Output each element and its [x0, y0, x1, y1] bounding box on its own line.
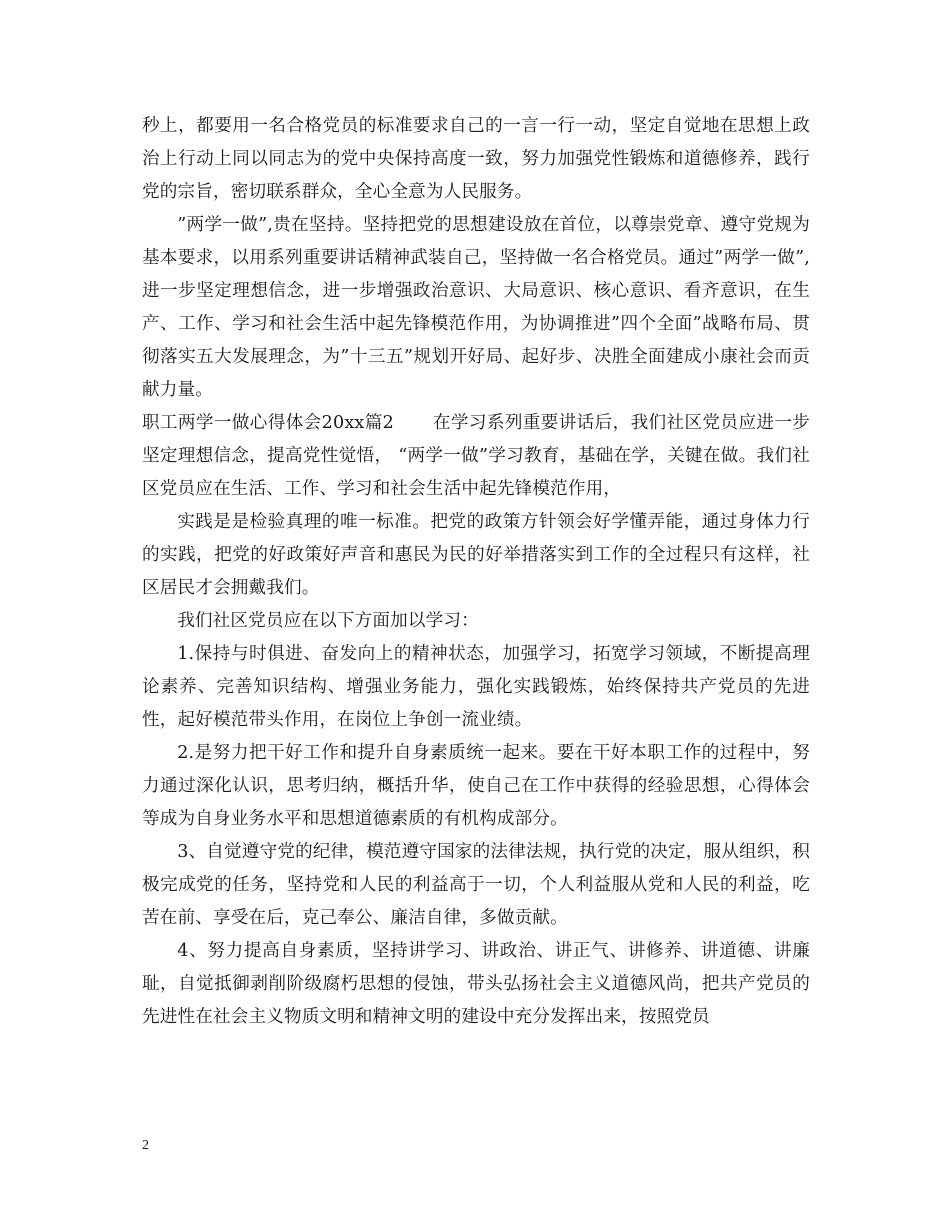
list-item-3: 3、自觉遵守党的纪律，模范遵守国家的法律法规，执行党的决定，服从组织，积极完成党的任务，坚持党和人民的利益高于一切，个人利益服从党和人民的利益，吃苦在前、享受在后，克己奉公、廉洁自律，多做贡献。: [142, 842, 810, 928]
section-paragraph: [142, 407, 810, 506]
paragraph-1: 秒上，都要用一名合格党员的标准要求自己的一言一行一动，坚定自觉地在思想上政治上行动上同以同志为的党中央保持高度一致，努力加强党性锻炼和道德修养，践行党的宗旨，密切联系群众，全心全意为人民服务。: [142, 116, 810, 202]
section-title: 职工两学一做心得体会20xx篇2: [142, 413, 395, 433]
paragraph-2: ”两学一做”,贵在坚持。坚持把党的思想建设放在首位，以尊崇党章、遵守党规为基本要求，以用系列重要讲话精神武装自己，坚持做一名合格党员。通过”两学一做”,进一步坚定理想信念，进一步增强政治意识、大局意识、核心意识、看齐意识，在生产、工作、学习和社会生活中起先锋模范作用，为协调推进”四个全面”战略布局、贯彻落实五大发展理念，为”十三五”规划开好局、起好步、决胜全面建成小康社会而贡献力量。: [142, 215, 810, 400]
paragraph-4: 我们社区党员应在以下方面加以学习：: [177, 611, 479, 631]
list-item-1: 1.保持与时俱进、奋发向上的精神状态，加强学习，拓宽学习领域，不断提高理论素养、完善知识结构、增强业务能力，强化实践锻炼，始终保持共产党员的先进性，起好模范带头作用，在岗位上争创一流业绩。: [142, 644, 810, 730]
list-item-2: 2.是努力把干好工作和提升自身素质统一起来。要在干好本职工作的过程中，努力通过深化认识，思考归纳，概括升华，使自己在工作中获得的经验思想，心得体会等成为自身业务水平和思想道德素质的有机构成部分。: [142, 743, 810, 829]
list-item-4: 4、努力提高自身素质，坚持讲学习、讲政治、讲正气、讲修养、讲道德、讲廉耻，自觉抵御剥削阶级腐朽思想的侵蚀，带头弘扬社会主义道德风尚，把共产党员的先进性在社会主义物质文明和精神文明的建设中充分发挥出来，按照党员: [142, 941, 810, 1027]
page-number: 2: [142, 1138, 149, 1153]
paragraph-3: 实践是是检验真理的唯一标准。把党的政策方针领会好学懂弄能，通过身体力行的实践，把党的好政策好声音和惠民为民的好举措落实到工作的全过程只有这样，社区居民才会拥戴我们。: [142, 512, 810, 598]
document-body: [142, 110, 810, 1034]
section-intro-text: 在学习系列重要讲话后，我们社区党员应进一步坚定理想信念，提高党性觉悟， “两学一做”学习教育，基础在学，关键在做。我们社区党员应在生活、工作、学习和社会生活中起先锋模范作用，: [142, 413, 810, 499]
